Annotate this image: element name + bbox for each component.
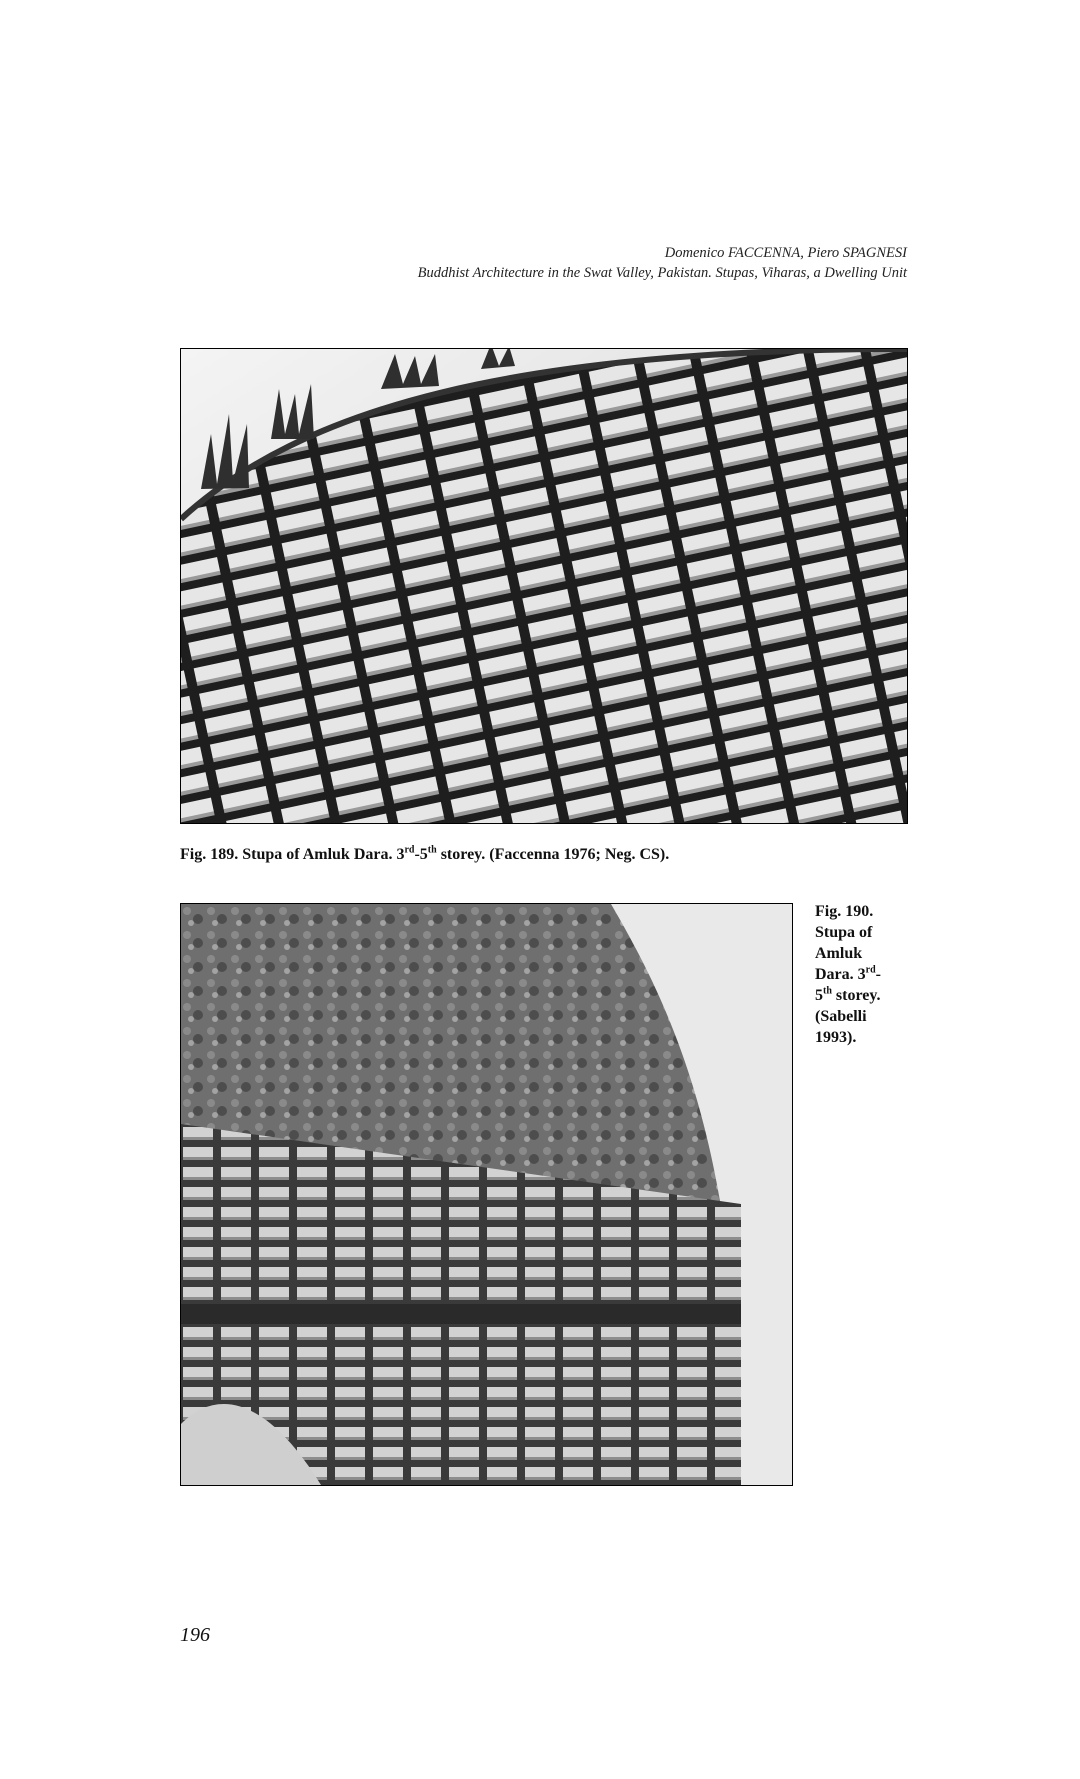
running-head-title: Buddhist Architecture in the Swat Valley, Pakistan. Stupas, Viharas, a Dwelling Unit: [417, 265, 907, 281]
page-number: 196: [180, 1624, 210, 1646]
figure-189-photo: [180, 348, 908, 824]
running-head-authors: Domenico FACCENNA, Piero SPAGNESI: [664, 245, 907, 261]
running-head: [418, 243, 907, 283]
figure-190-caption: Fig. 190. Stupa of Amluk Dara. 3rd- 5th storey. (Sabelli 1993).: [815, 903, 881, 1046]
figure-190-photo: [180, 903, 793, 1486]
figure-189-caption: Fig. 189. Stupa of Amluk Dara. 3rd-5th storey. (Faccenna 1976; Neg. CS).: [180, 844, 670, 863]
